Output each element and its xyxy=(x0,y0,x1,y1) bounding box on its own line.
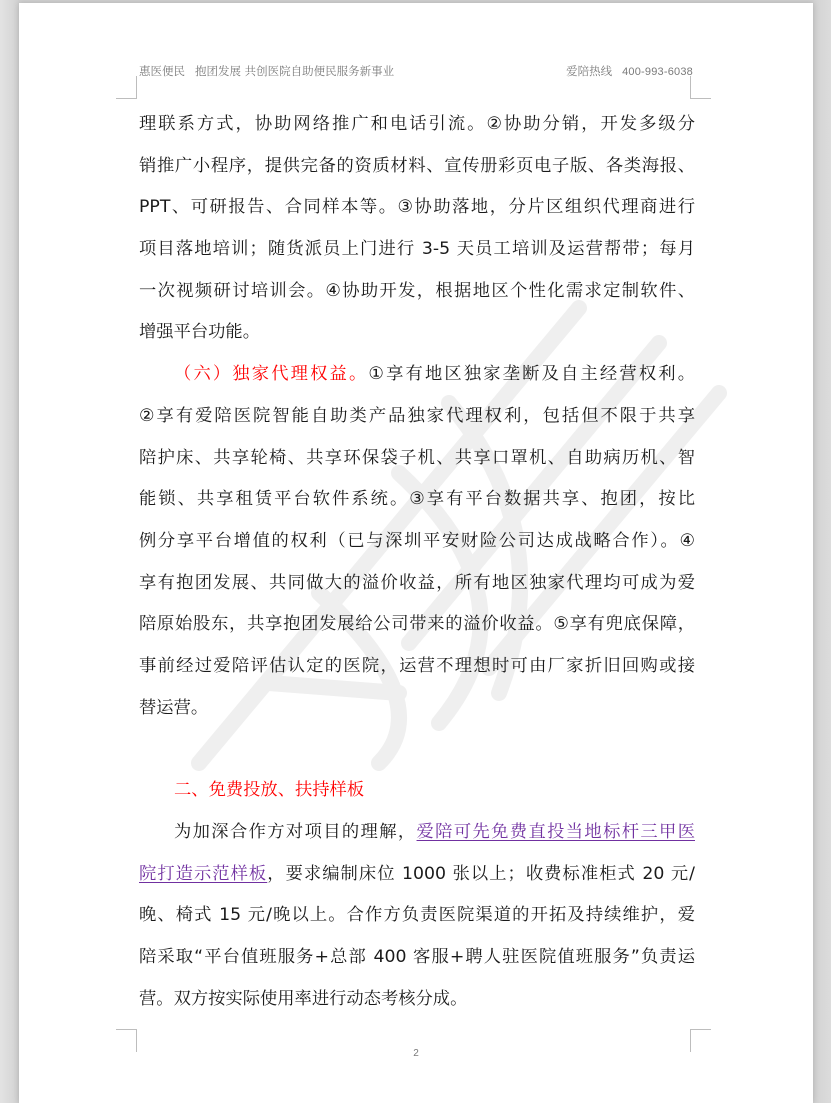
header-slogan-part1: 惠医便民 xyxy=(139,64,185,78)
text-line: 销推广小程序，提供完备的资质材料、宣传册彩页电子版、各类海报、 xyxy=(139,155,695,176)
text-line: 项目落地培训；随货派员上门进行 3-5 天员工培训及运营帮带；每月 xyxy=(139,239,695,260)
text-span: ，要求编制床位 1000 张以上；收费标准柜式 20 元/ xyxy=(267,863,695,884)
text-line: 理联系方式，协助网络推广和电话引流。②协助分销，开发多级分 xyxy=(139,114,695,134)
document-page xyxy=(19,3,813,1103)
text-line: PPT、可研报告、合同样本等。③协助落地，分片区组织代理商进行 xyxy=(139,197,695,218)
text-line: 能锁、共享租赁平台软件系统。③享有平台数据共享、抱团，按比 xyxy=(139,489,695,510)
text-line: 陪护床、共享轮椅、共享环保袋子机、共享口罩机、自助病历机、智 xyxy=(139,447,695,468)
text-line: 营。双方按实际使用率进行动态考核分成。 xyxy=(139,988,468,1009)
text-line: ②享有爱陪医院智能自助类产品独家代理权利，包括但不限于共享 xyxy=(139,405,695,426)
text-line xyxy=(139,354,695,396)
section-heading-free-placement: 二、免费投放、扶持样板 xyxy=(174,780,365,801)
header-slogan xyxy=(139,63,394,79)
text-span: 为加深合作方对项目的理解， xyxy=(174,822,417,842)
text-line: 陪原始股东，共享抱团发展给公司带来的溢价收益。⑤享有兜底保障， xyxy=(139,614,695,635)
text-line: 享有抱团发展、共同做大的溢价收益，所有地区独家代理均可成为爱 xyxy=(139,572,695,593)
text-span: ①享有地区独家垄断及自主经营权利。 xyxy=(368,364,695,385)
header-hotline xyxy=(566,63,693,79)
text-line xyxy=(139,812,695,854)
section-heading-exclusive-rights: （六）独家代理权益。 xyxy=(174,364,369,385)
header-slogan-part2: 抱团发展 共创医院自助便民服务新事业 xyxy=(195,64,395,78)
page-number: 2 xyxy=(413,1048,419,1059)
text-line xyxy=(139,854,695,896)
document-body xyxy=(139,104,695,1020)
paragraph-free-placement xyxy=(139,812,695,1020)
paragraph-spacer xyxy=(139,729,695,770)
hyperlink-demo-hospital-cont[interactable]: 院打造示范样板 xyxy=(139,863,268,884)
text-line: 例分享平台增值的权利（已与深圳平安财险公司达成战略合作）。④ xyxy=(139,530,695,551)
text-line: 一次视频研讨培训会。④协助开发，根据地区个性化需求定制软件、 xyxy=(139,280,695,301)
hotline-label: 爱陪热线 xyxy=(566,64,613,78)
text-line: 晚、椅式 15 元/晚以上。合作方负责医院渠道的开拓及持续维护，爱 xyxy=(139,905,695,926)
hotline-number: 400-993-6038 xyxy=(622,66,693,78)
text-line: 替运营。 xyxy=(139,697,209,718)
margin-mark-top-left xyxy=(116,76,137,99)
margin-mark-top-right xyxy=(690,76,711,99)
text-line: 增强平台功能。 xyxy=(139,322,260,343)
paragraph-support-services xyxy=(139,104,695,354)
text-line: 事前经过爱陪评估认定的医院，运营不理想时可由厂家折旧回购或接 xyxy=(139,655,695,676)
hyperlink-demo-hospital[interactable]: 爱陪可先免费直投当地标杆三甲医 xyxy=(416,822,695,842)
text-line: 陪采取“平台值班服务+总部 400 客服+聘人驻医院值班服务”负责运 xyxy=(139,947,695,968)
page-header xyxy=(139,63,693,79)
paragraph-exclusive-rights xyxy=(139,354,695,729)
